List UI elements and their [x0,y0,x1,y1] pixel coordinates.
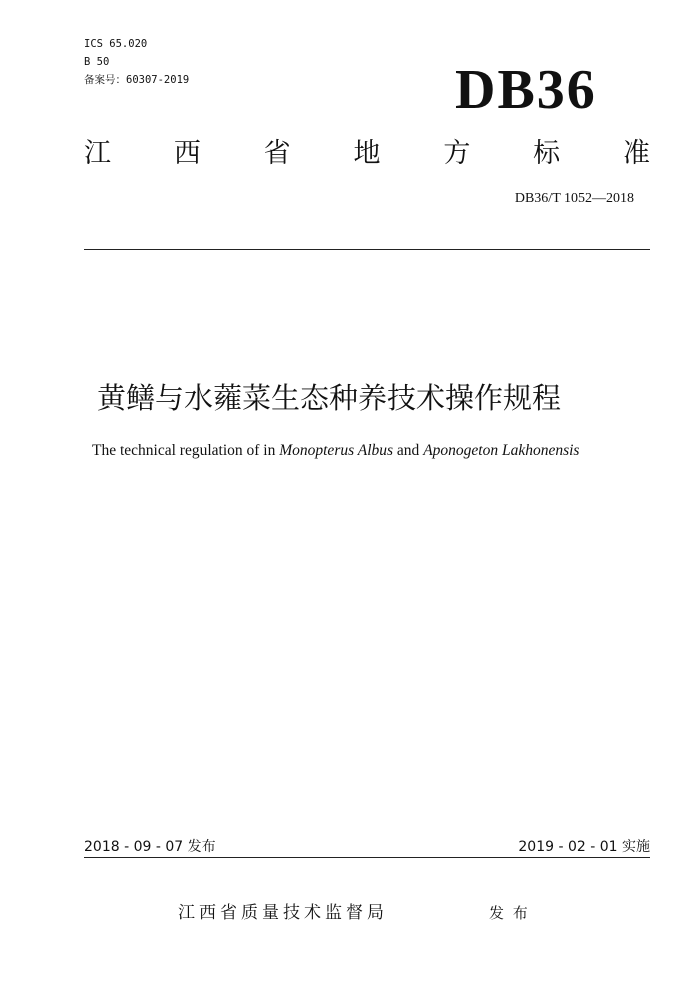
standard-type-char: 标 [533,138,561,169]
publish-label: 发 布 [489,904,530,922]
filing-number: 备案号：60307-2019 [84,74,190,86]
document-title-chinese: 黄鳝与水蕹菜生态种养技术操作规程 [97,381,562,415]
ics-code: ICS 65.020 [84,38,148,50]
title-species-eel: Monopterus Albus [279,442,394,459]
standard-type-char: 地 [353,138,381,169]
title-english-and: and [393,442,424,459]
implementation-date: 2019 - 02 - 01 实施 [518,839,650,855]
ccs-code: B 50 [84,56,110,68]
standard-type-heading [84,134,650,174]
header-divider [84,249,650,250]
standard-type-char: 准 [622,138,650,169]
title-species-plant: Aponogeton Lakhonensis [423,442,580,459]
footer-divider [84,857,650,858]
publisher-organization: 江西省质量技术监督局 [178,903,388,923]
issue-date: 2018 - 09 - 07 发布 [84,839,216,855]
document-title-english [92,441,579,461]
db-code-logo: DB36 [455,59,597,121]
title-english-prefix: The technical regulation of in [92,442,280,459]
standard-number: DB36/T 1052—2018 [514,191,634,206]
standard-type-char: 省 [263,138,291,169]
standard-type-char: 方 [443,138,471,169]
standard-type-char: 西 [173,138,201,169]
standard-type-char: 江 [84,138,111,169]
